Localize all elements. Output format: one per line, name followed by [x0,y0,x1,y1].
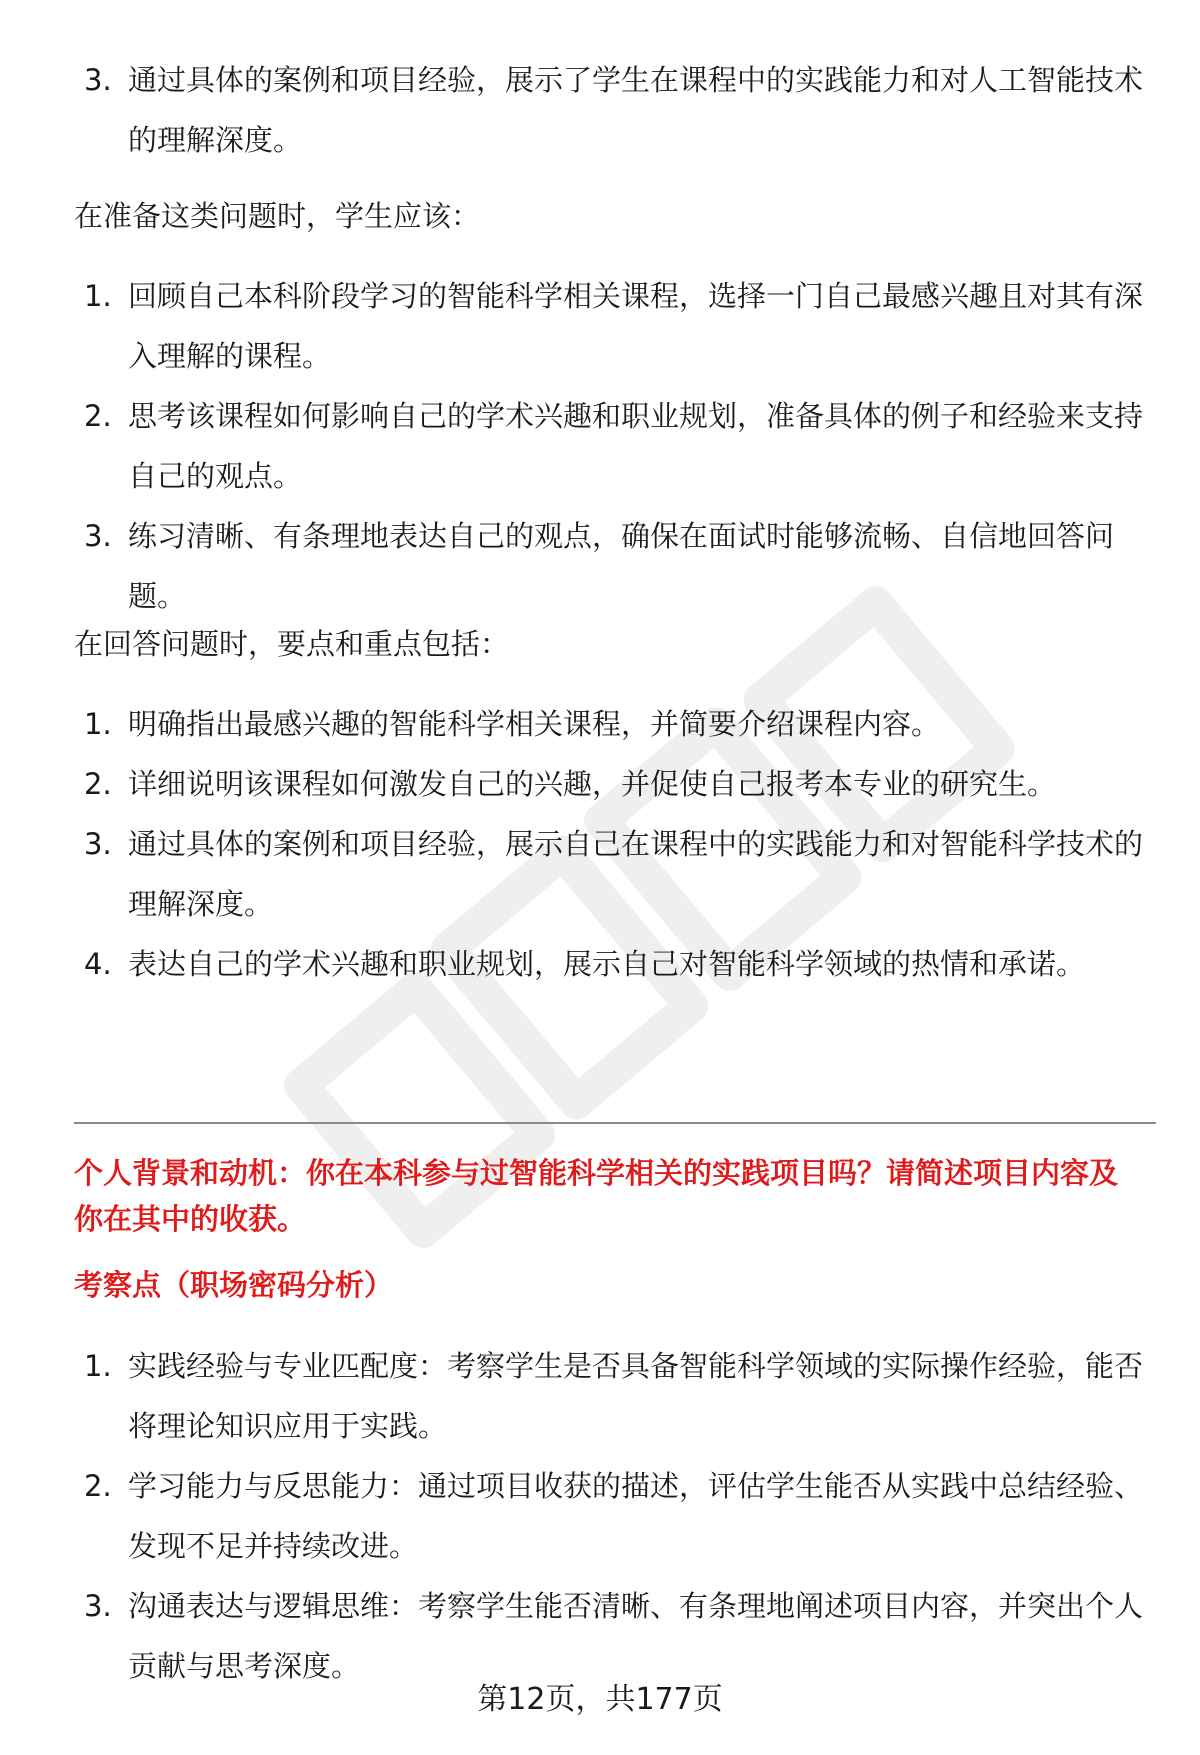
list-number: 1. [84,1349,112,1383]
list-item [74,266,1144,386]
list-section-4 [74,1336,1144,1696]
list-item [74,1336,1144,1456]
list-number: 4. [84,947,112,981]
list-item [74,1456,1144,1576]
section-3-intro: 在回答问题时，要点和重点包括： [74,627,510,661]
list-number: 2. [84,399,112,433]
list-item [74,1576,1144,1696]
list-text: 思考该课程如何影响自己的学术兴趣和职业规划，准备具体的例子和经验来支持自己的观点。 [128,399,1144,493]
section-2-intro: 在准备这类问题时，学生应该： [74,199,481,233]
list-section-2 [74,266,1144,626]
section-4-list-wrap [74,1336,1144,1696]
section-3-list-wrap [74,694,1144,994]
section-1 [74,50,1144,170]
page-number: 第12页，共177页 [477,1682,723,1717]
list-number: 3. [84,1589,112,1623]
list-item [74,814,1144,934]
list-text: 练习清晰、有条理地表达自己的观点，确保在面试时能够流畅、自信地回答问题。 [128,519,1115,613]
list-section-3 [74,694,1144,994]
list-number: 3. [84,63,112,97]
list-number: 2. [84,767,112,801]
list-number: 1. [84,279,112,313]
list-text: 详细说明该课程如何激发自己的兴趣，并促使自己报考本专业的研究生。 [128,767,1057,801]
section-2-list-wrap [74,266,1144,626]
list-number: 2. [84,1469,112,1503]
list-section-1 [74,50,1144,170]
list-text: 明确指出最感兴趣的智能科学相关课程，并简要介绍课程内容。 [128,707,941,741]
list-item [74,50,1144,170]
section-2 [74,186,1144,246]
list-item [74,934,1144,994]
list-text: 学习能力与反思能力：通过项目收获的描述，评估学生能否从实践中总结经验、发现不足并持续改进。 [128,1469,1144,1563]
list-text: 沟通表达与逻辑思维：考察学生能否清晰、有条理地阐述项目内容，并突出个人贡献与思考深度。 [128,1589,1144,1683]
list-text: 回顾自己本科阶段学习的智能科学相关课程，选择一门自己最感兴趣且对其有深入理解的课程。 [128,279,1144,373]
list-item [74,506,1144,626]
section-3 [74,614,1144,674]
list-text: 实践经验与专业匹配度：考察学生是否具备智能科学领域的实际操作经验，能否将理论知识应用于实践。 [128,1349,1144,1443]
list-text: 表达自己的学术兴趣和职业规划，展示自己对智能科学领域的热情和承诺。 [128,947,1086,981]
analysis-subheading: 考察点（职场密码分析） [74,1268,394,1302]
list-item [74,694,1144,754]
list-number: 3. [84,519,112,553]
list-text: 通过具体的案例和项目经验，展示自己在课程中的实践能力和对智能科学技术的理解深度。 [128,827,1144,921]
list-number: 3. [84,827,112,861]
section-divider [74,1122,1156,1124]
list-number: 1. [84,707,112,741]
list-item [74,754,1144,814]
list-item [74,386,1144,506]
question-heading: 个人背景和动机：你在本科参与过智能科学相关的实践项目吗？请简述项目内容及你在其中的收获。 [74,1156,1119,1236]
list-text: 通过具体的案例和项目经验，展示了学生在课程中的实践能力和对人工智能技术的理解深度。 [128,63,1144,157]
